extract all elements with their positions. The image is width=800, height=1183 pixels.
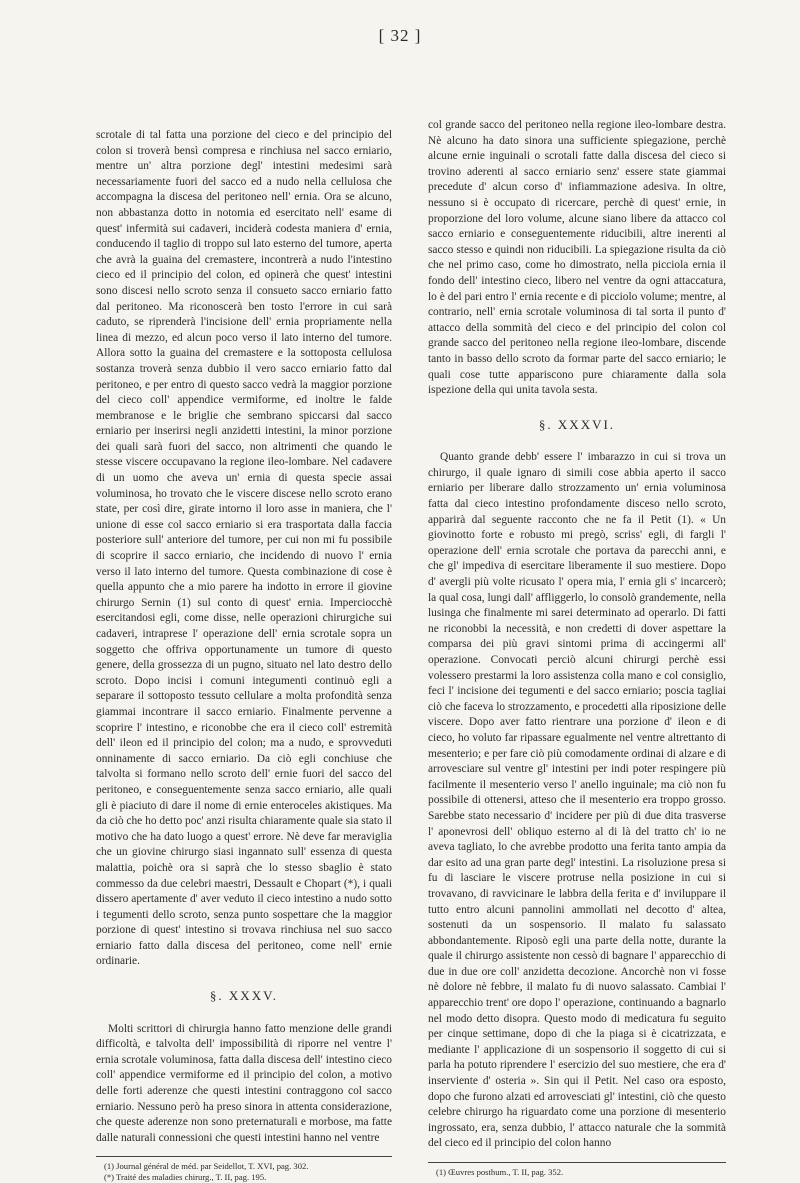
section-heading-xxxvi: §. XXXVI.	[538, 416, 616, 432]
page-number: [ 32 ]	[378, 26, 422, 45]
right-column	[428, 118, 726, 1178]
footnote-right-1: (1) Œuvres posthum., T. II, pag. 352.	[436, 1167, 564, 1177]
left-footnotes	[96, 1156, 392, 1183]
left-column	[96, 128, 392, 1183]
right-footnotes	[428, 1162, 726, 1178]
left-paragraph-2: Molti scrittori di chirurgia hanno fatto menzione delle grandi difficoltà, e talvolta dell' impossibilità di riporre nel ventre l' ernia scrotale voluminosa, fatta dalla discesa dell' intestino cieco coll' appendice vermiforme ed il principio del colon, a motivo delle forti aderenze che questi intestini contraggono col sacco erniario. Nessuno però ha preso sinora in attenta considerazione, che queste aderenze non sono preternaturali e morbose, ma fatte dalle naturali connessioni che questi intestini hanno nel ventre	[96, 1022, 392, 1144]
left-paragraph-1: scrotale di tal fatta una porzione del cieco e del principio del colon si troverà bensì compresa e rinchiusa nel sacco erniario, mentre un' altra porzione degl' intestini medesimi sarà necessariamente fuori del sacco ed a nudo nella cellulosa che accompagna la discesa del peritoneo nell' ernia. Ora se alcuno, non abbastanza dotto in notomia ed esercitato nell' esame di quest' infermità sui cadaveri, inciderà codesta maniera d' ernia, conducendo il taglio di troppo sul lato esterno del tumore, aperta che avrà la guaina del cremastere, incontrerà a nudo l'intestino cieco ed il principio del colon, ed opinerà che quest' intestini sono discesi nello scroto senza il consueto sacco erniario fatto dal peritoneo. Ma riconoscerà ben tosto l'errore in cui sarà caduto, se riprenderà l'incisione dell' ernia propriamente nella linea di mezzo, ed alcun poco verso il lato interno del tumore. Allora sotto la guaina del cremastere e la sottoposta cellulosa sostanza troverà senza dubbio il vero sacco erniario fatto dal peritoneo, e per entro di questo sacco vedrà la maggior porzione del cieco coll' appendice vermiforme, ed inoltre le falde membranose e le briglie che sembrano spiccarsi dal sacco erniario per inserirsi negli anzidetti intestini, la minor porzione dei quali sarà fuori del sacco, non altrimenti che quando le stesse viscere occupavano la regione ileo-lombare. Nel cadavere di un uomo che aveva un' ernia di questa specie assai voluminosa, ho trovato che le viscere discese nello scroto erano state, per così dire, girate intorno il loro asse in maniera, che l' unione di esse col sacco erniario si era trasportata dalla faccia posteriore sull' anteriore del tumore, per cui non mi fu possibile di scoprire il sacco erniario, che incidendo di nuovo l' ernia verso il lato interno del tumore. Questa combinazione di cose è quella appunto che a mio parere ha indotto in errore il giovine chirurgo Sernin (1) sul conto di quest' ernia. Imperciocchè esercitandosi egli, come disse, nelle operazioni chirurgiche sui cadaveri, intraprese l' operazione dell' ernia scrotale sopra un soggetto che offriva opportunamente un tumore di questo genere, della grossezza di un pugno, situato nel lato destro dello scroto. Dopo incisi i comuni integumenti continuò egli a separare il sottoposto tessuto cellulare a molta profondità senza giammai incontrare il sacco erniario. Finalmente pervenne a scoprire l' intestino, e riconobbe che era il cieco coll' estremità dell' ileon ed il principio del colon; ma a nudo, e sprovveduti onninamente di sacco erniario. Da ciò egli conchiuse che talvolta si formano nello scroto dell' ernie fuori del sacco del peritoneo, e conseguentemente senza sacco erniario, alle quali gli è piaciuto di dare il nome di ernie enteroceles akistiques. Ma da ciò che ho detto poc' anzi risulta chiaramente quale sia stato il motivo che ha dato luogo a quest' errore. Nè deve far meraviglia che un giovine chirurgo siasi ingannato sull' essenza di questa malattia, poichè ora si saprà che lo stesso sbaglio è stato commesso da due celebri maestri, Dessault e Chopart (*), i quali dissero apertamente d' aver veduto il cieco intestino a nudo sotto i tegumenti dello scroto, senza punto sospettare che la maggior porzione di quest' intestino si trovava rinchiusa nel suo sacco erniario fatto dalla discesa del peritoneo, come nell' ernie ordinarie.	[96, 129, 392, 968]
right-paragraph-2: Quanto grande debb' essere l' imbarazzo in cui si trova un chirurgo, il quale ignaro di simili cose abbia aperto il sacco erniario per liberare dallo strozzamento un' ernia voluminosa fatta dal cieco intestino profondamente disceso nello scroto, apparirà dal seguente racconto che ne fa il Petit (1). « Un giovinotto forte e robusto mi pregò, scriss' egli, di fargli l' operazione dell' ernia scrotale che portava da parecchi anni, e che gl' impediva di esercitare liberamente il suo mestiere. Dopo d' avergli più volte ricusato l' opera mia, l' ernia gli s' incarcerò; la qual cosa, lungi dall' affliggerlo, lo consolò grandemente, nella lusinga che finalmente mi sarei determinato ad operarlo. Di fatti ne riconobbi la necessità, e non credetti di dover aspettare la comparsa dei più gravi sintomi prima di accingermi all' operazione. Convocati perciò alcuni chirurgi perchè essi volessero prestarmi la loro assistenza colla mano e col consiglio, feci l' incisione dei tegumenti e del sacco erniario; poscia tagliai ciò che faceva lo strozzamento, e procedetti alla riposizione delle viscere. Dopo aver fatto rientrare una porzione d' ileon e di cieco, ho voluto far ripassare egualmente nel ventre altrettanto di mesenterio; e per fare ciò più comodamente ordinai di alzare e di arrovesciare sul ventre gl' intestini per indi poter respingere più facilmente il mesenterio verso l' anello inguinale; ma ciò non fu possibile di ottenersi, atteso che il mesenterio era troppo grosso. Sarebbe stato necessario d' incidere per più di due dita trasverse l' aponevrosi dell' obliquo esterno al di là del tratto ch' io ne aveva tagliato, lo che avrebbe prodotto una ferita tanto ampia da dar esito ad una gran parte degl' intestini. La risoluzione presa si fu di lasciare le viscere protruse nella posizione in cui si trovavano, di ravvicinare le labbra della ferita e d' inviluppare il tutto entro alcuni pannolini ammollati nel decotto d' altea, sostenuti da un sospensorio. Il malato fu salassato abbondantemente. Riposò egli una parte della notte, durante la quale il chirurgo assistente non cessò di bagnare l' apparecchio di due in due ore coll' anzidetta decozione. Ancorchè non vi fosse nè dolore nè febbre, il malato fu di nuovo salassato. Cambiai l' apparecchio trent' ore dopo l' operazione, continuando a bagnarlo nel modo detto disopra. Questo modo di medicatura fu seguito per cinque settimane, dopo di che la piaga si è cicatrizzata, e mediante l' applicazione di un sospensorio il soggetto di cui si parla ha potuto riprendere l' esercizio del suo mestiere, che era d' inserviente d' osteria ». Sin qui il Petit. Nel caso ora esposto, dopo che furono alzati ed arrovesciati gl' intestini, ciò che questo celebre chirurgo ha riguardato come una porzione di mesenterio ingrossato, era, senza dubbio, l' attacco naturale che la sommità del cieco ed il principio del colon hanno	[428, 451, 726, 1150]
footnote-1: (1) Journal général de méd. par Seidellot, T. XVI, pag. 302.	[104, 1161, 309, 1172]
footnote-2: (*) Traité des maladies chirurg., T. II, pag. 195.	[104, 1172, 267, 1183]
section-heading-xxxv: §. XXXV.	[209, 988, 279, 1004]
right-paragraph-1: col grande sacco del peritoneo nella regione ileo-lombare destra. Nè alcuno ha dato sinora una sufficiente spiegazione, perchè alcune ernie inguinali o scrotali fatte dalla discesa del cieco si trovino aderenti al sacco erniario senz' essere state giammai precedute d' alcun corso d' infiammazione adesiva. In oltre, nessuno si è occupato di ricercare, perchè di quest' ernie, in proporzione del loro volume, alcune siano libere da attacco col sacco erniario e conseguentemente riducibili, altre inerenti al sacco stesso e quindi non riducibili. La spiegazione risulta da ciò che nel primo caso, come ho dimostrato, nella picciola ernia il fondo dell' intestino cieco, libero nel ventre da ogni attaccatura, lo è del pari entro l' ernia recente e di picciolo volume; mentre, al contrario, nell' ernia scrotale voluminosa di tal sorta il punto d' attacco della sommità del cieco e del principio del colon col grande sacco del peritoneo nella regione ileo-lombare, discende tanto in basso dello scroto da formar parte del sacco erniario; le quali cose tutte appariscono pure chiaramente dalla sola ispezione della qui unita tavola sesta.	[428, 119, 726, 397]
